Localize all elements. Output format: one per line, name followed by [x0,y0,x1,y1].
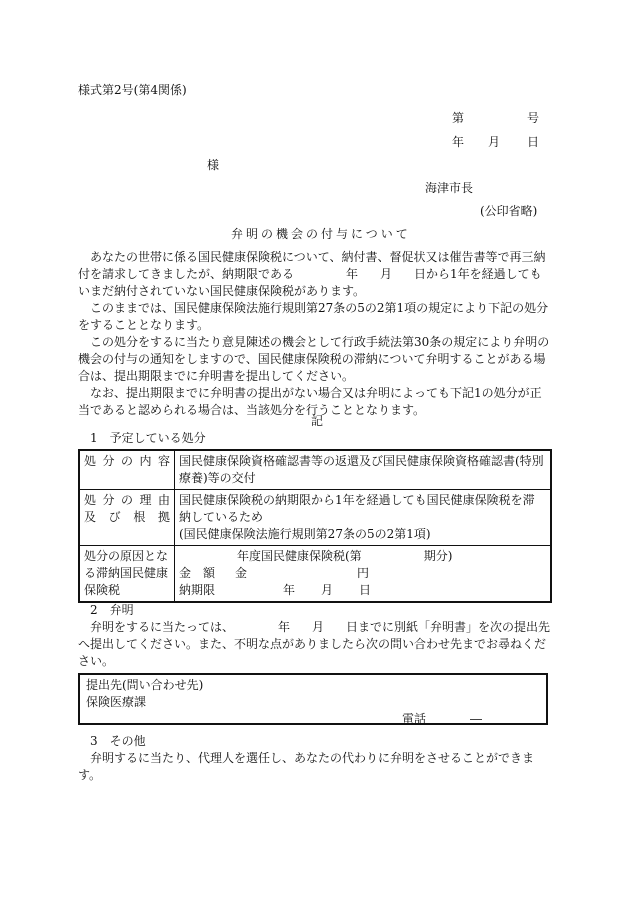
paragraph-1 [78,249,553,300]
table-row [79,546,551,603]
document-title: 弁明の機会の付与について [231,227,411,241]
date-day: 日 [527,135,540,149]
reason-text: 国民健康保険税の納期限から1年を経過しても国民健康保険税を滞納しているため [179,493,535,524]
date-month: 月 [488,135,501,149]
amount-line: 金 額 金 円 [179,566,370,580]
contact-heading: 提出先(問い合わせ先) [86,678,204,692]
paragraph-1-year: 年 [346,267,359,281]
paragraph-2: このままでは、国民健康保険法施行規則第27条の5の2第1項の規定により下記の処分をすることとなります。 [78,301,549,332]
row-value-arrears [175,546,552,603]
paragraph-3: この処分をするに当たり意見陳述の機会として行政手続法第30条の規定により弁明の機会の付与の通知をしますので、国民健康保険税の滞納について弁明することがある場合は、提出期限までに弁明書を提出してください。 [78,335,550,383]
paragraph-4: なお、提出期限までに弁明書の提出がない場合又は弁明によっても下記1の処分が正当であると認められる場合は、当該処分を行うこととなります。 [78,386,542,417]
section-1-heading: 1 予定している処分 [90,431,206,445]
row-label-arrears: 処分の原因となる滞納国民健康保険税 [79,546,175,603]
seal-omitted-note: (公印省略) [480,204,538,218]
row-value-reason [175,490,552,546]
section-2-text: 弁明をするに当たっては、 年 月 日までに別紙「弁明書」を次の提出先へ提出してください。また、不明な点がありましたら次の問い合わせ先までお尋ねください。 [78,620,551,668]
row-value-content: 国民健康保険資格確認書等の返還及び国民健康保険資格確認書(特別療養)等の交付 [175,450,552,490]
date-year: 年 [452,135,465,149]
contact-phone: 電話 ― [402,712,483,726]
contact-box [78,673,548,725]
section-3-body [78,750,553,784]
ki-marker: 記 [311,414,324,428]
section-3-text: 弁明するに当たり、代理人を選任し、あなたの代わりに弁明をさせることができます。 [78,751,535,782]
tax-year-line: 年度国民健康保険税(第 期分) [237,549,453,563]
due-date-line: 納期限 年 月 日 [179,583,372,597]
body-text [78,249,553,419]
section-2-heading: 2 弁明 [90,603,134,617]
row-label-reason: 処分の理由 及び根拠 [79,490,175,546]
paragraph-1-text-a: あなたの世帯に係る国民健康保険税について、納付書、督促状又は催告書等で再三納付を請求してきましたが、納期限である [78,250,546,281]
section-3-heading: 3 その他 [90,734,146,748]
paragraph-1-text-b: 日から1年を経過してもいまだ納付されていない国民健康保険税があります。 [78,267,542,298]
sender-name: 海津市長 [425,181,474,195]
form-reference: 様式第2号(第4関係) [78,83,187,97]
disposition-table [78,449,552,603]
document-number-prefix: 第 [452,111,465,125]
contact-department: 保険医療課 [86,695,147,709]
reason-legal-basis: (国民健康保険法施行規則第27条の5の2第1項) [179,527,431,541]
addressee-suffix: 様 [207,158,220,172]
section-2-body [78,619,553,670]
document-number-suffix: 号 [527,111,540,125]
table-row [79,450,551,490]
paragraph-1-month: 月 [380,267,393,281]
table-row [79,490,551,546]
row-label-content: 処分の内容 [79,450,175,490]
